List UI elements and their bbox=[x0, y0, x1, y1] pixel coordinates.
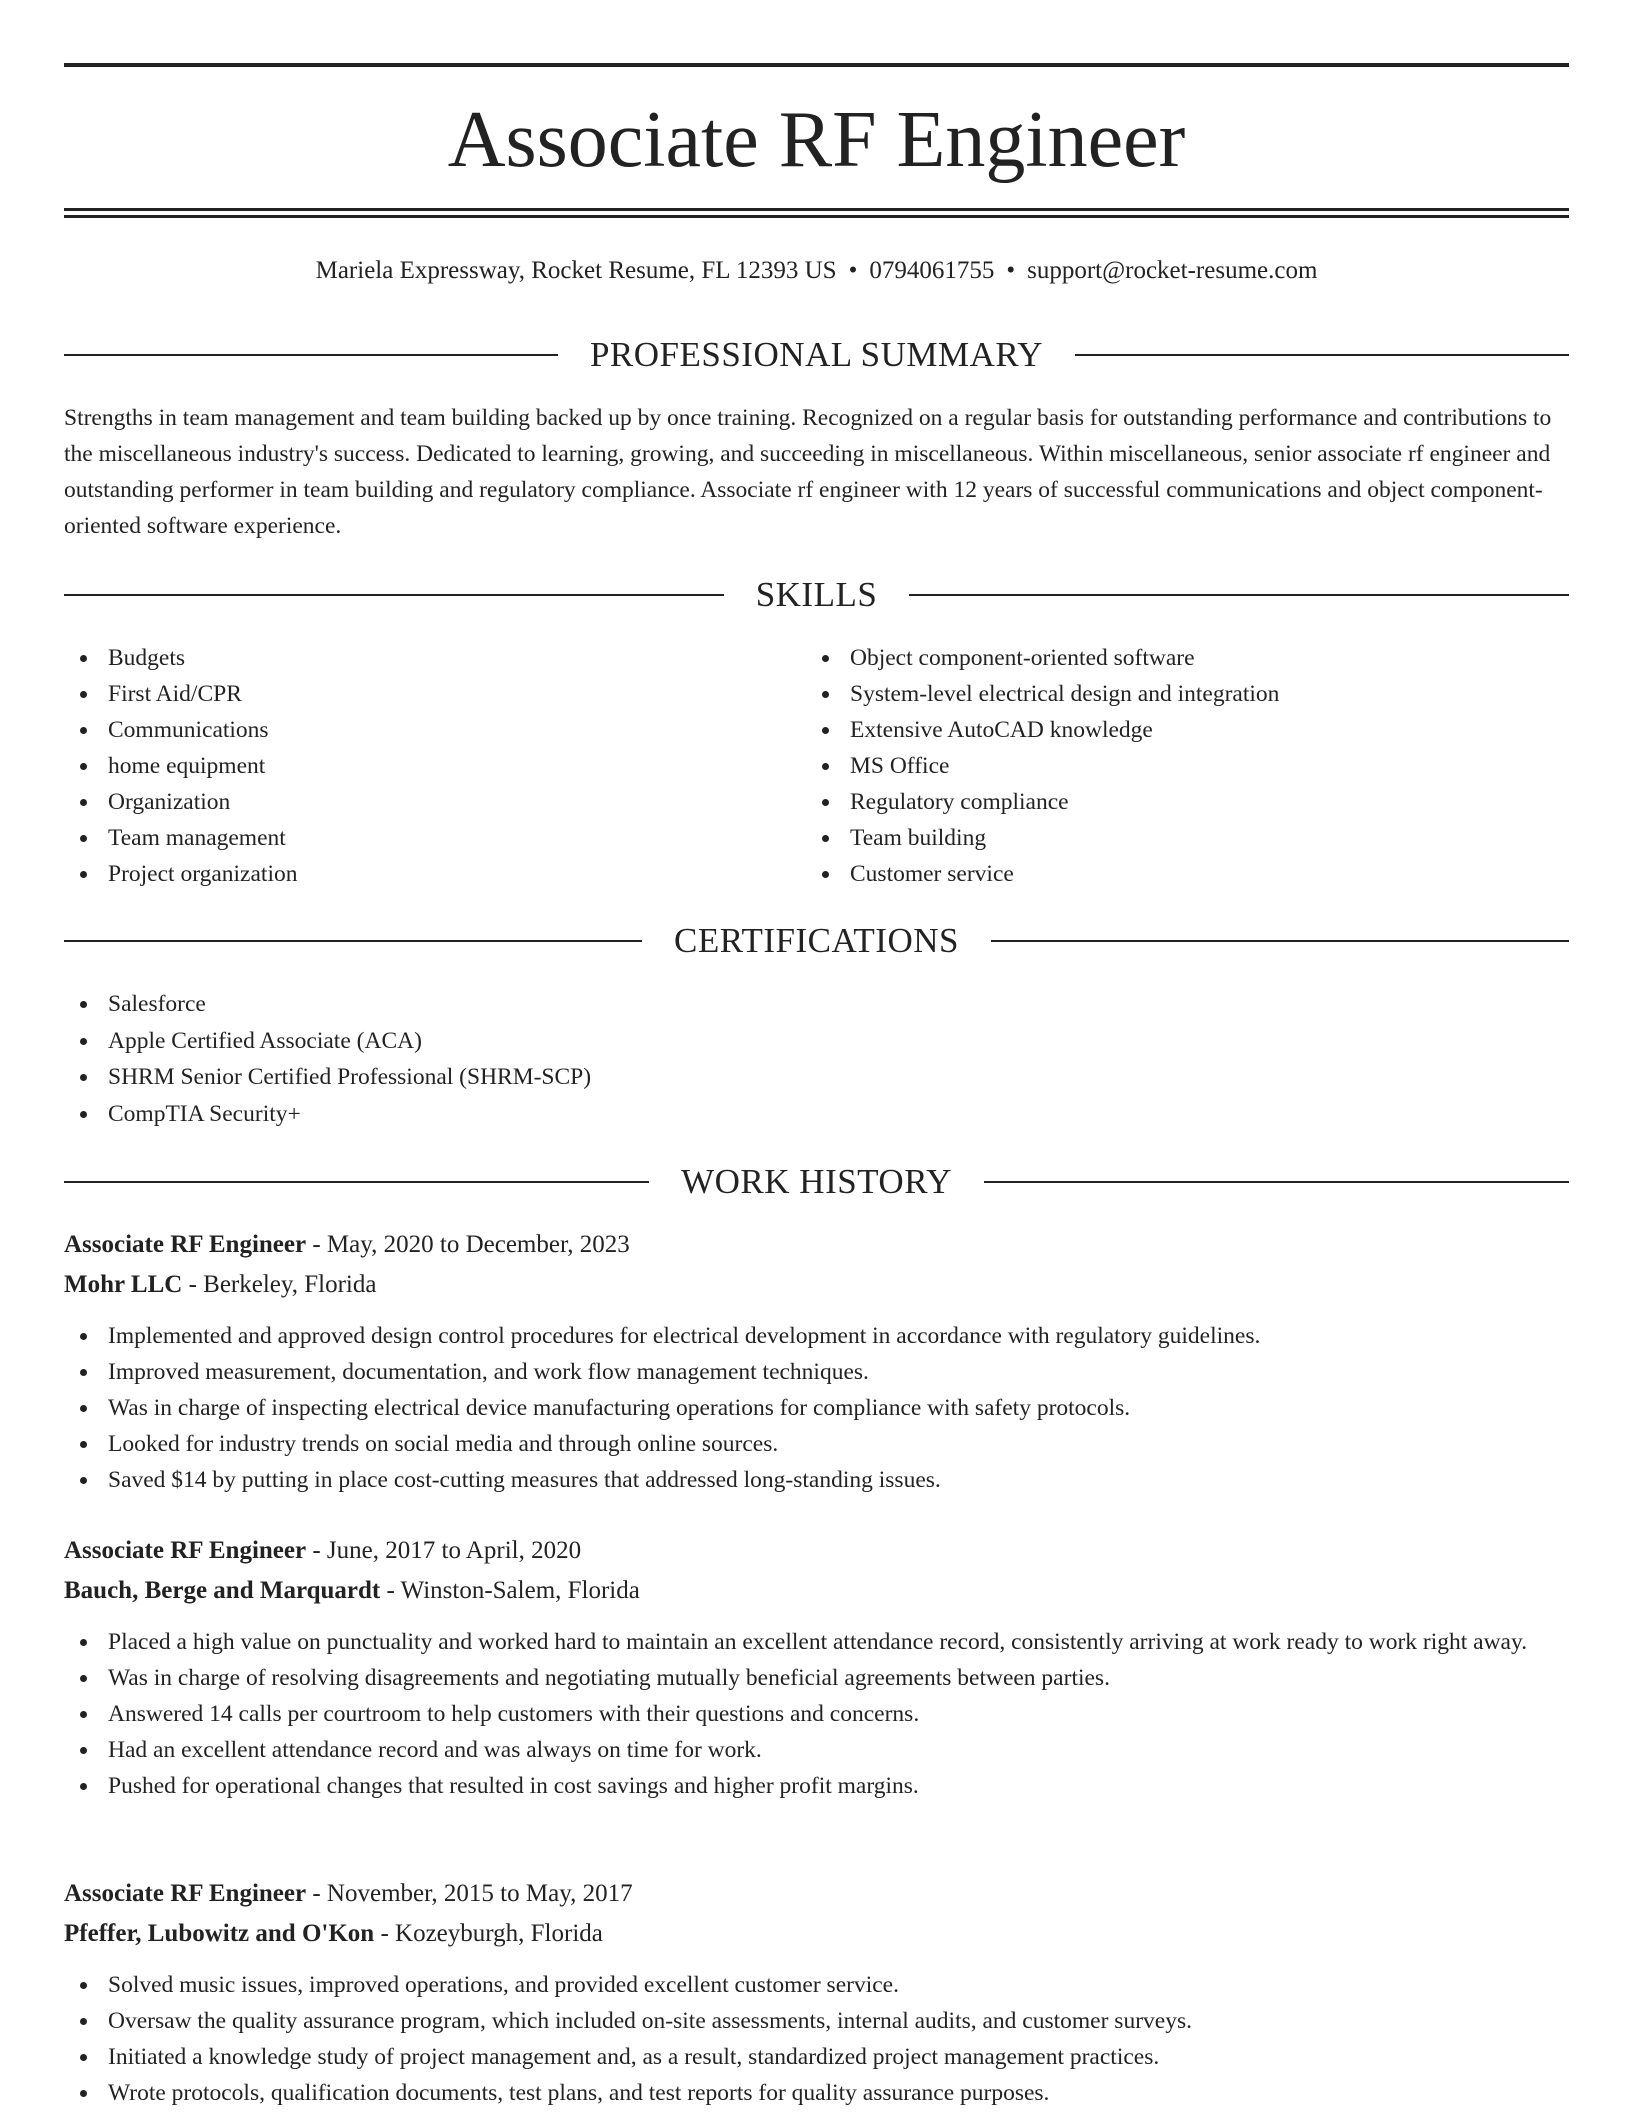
section-rule-right bbox=[984, 1181, 1569, 1183]
contact-separator: • bbox=[848, 257, 858, 284]
job-title-line bbox=[64, 1531, 1569, 1571]
job-entry bbox=[64, 1531, 1569, 1804]
skill-item: Project organization bbox=[64, 856, 804, 892]
certification-item: Apple Certified Associate (ACA) bbox=[64, 1023, 1569, 1060]
section-title-work-history: WORK HISTORY bbox=[681, 1162, 952, 1201]
job-company-line bbox=[64, 1914, 1569, 1954]
contact-address: Mariela Expressway, Rocket Resume, FL 12393 US bbox=[315, 257, 837, 284]
job-bullet: Answered 14 calls per courtroom to help customers with their questions and concerns. bbox=[64, 1696, 1569, 1732]
contact-line bbox=[64, 254, 1569, 288]
resume-title: Associate RF Engineer bbox=[447, 96, 1186, 184]
skill-item: Object component-oriented software bbox=[806, 640, 1566, 676]
skill-item: Organization bbox=[64, 784, 804, 820]
job-company-line bbox=[64, 1265, 1569, 1305]
certification-item: Salesforce bbox=[64, 986, 1569, 1023]
job-dates: - June, 2017 to April, 2020 bbox=[306, 1537, 582, 1564]
section-rule-left bbox=[64, 1181, 649, 1183]
skill-item: Communications bbox=[64, 712, 804, 748]
job-bullet: Initiated a knowledge study of project management and, as a result, standardized project management practices. bbox=[64, 2039, 1569, 2075]
skill-item: Customer service bbox=[806, 856, 1566, 892]
job-company: Bauch, Berge and Marquardt bbox=[64, 1577, 381, 1604]
job-bullet: Was in charge of inspecting electrical device manufacturing operations for compliance with safety protocols. bbox=[64, 1390, 1569, 1426]
job-bullet: Implemented and approved design control procedures for electrical development in accordance with regulatory guidelines. bbox=[64, 1318, 1569, 1354]
job-title: Associate RF Engineer bbox=[64, 1231, 307, 1258]
section-header-summary bbox=[64, 333, 1569, 377]
job-company: Mohr LLC bbox=[64, 1271, 183, 1298]
section-header-work-history bbox=[64, 1160, 1569, 1204]
job-bullet: Had an excellent attendance record and was always on time for work. bbox=[64, 1732, 1569, 1768]
job-company: Pfeffer, Lubowitz and O'Kon bbox=[64, 1920, 375, 1947]
job-bullets bbox=[64, 1624, 1569, 1804]
job-location: - Kozeyburgh, Florida bbox=[374, 1920, 603, 1947]
job-dates: - November, 2015 to May, 2017 bbox=[306, 1880, 633, 1907]
job-bullet: Placed a high value on punctuality and worked hard to maintain an excellent attendance record, consistently arriving at work ready to work right away. bbox=[64, 1624, 1569, 1660]
section-rule-left bbox=[64, 940, 642, 942]
contact-separator: • bbox=[1006, 257, 1016, 284]
job-bullet: Solved music issues, improved operations, and provided excellent customer service. bbox=[64, 1967, 1569, 2003]
section-rule-left bbox=[64, 594, 724, 596]
title-double-rule-upper bbox=[64, 208, 1569, 211]
job-entry bbox=[64, 1874, 1569, 2111]
skill-item: Budgets bbox=[64, 640, 804, 676]
skill-item: System-level electrical design and integration bbox=[806, 676, 1566, 712]
job-bullet: Saved $14 by putting in place cost-cutting measures that addressed long-standing issues. bbox=[64, 1462, 1569, 1498]
summary-text: Strengths in team management and team building backed up by once training. Recognized on a regular basis for outstanding performance and contributions to the miscellaneous industry's success. Dedicated to learning, growing, and succeeding in miscellaneous. Within miscellaneous, senior associate rf engineer and outstanding performer in team building and regulatory compliance. Associate rf engineer with 12 years of successful communications and object component-oriented software experience. bbox=[64, 405, 1552, 539]
section-title-certifications: CERTIFICATIONS bbox=[674, 921, 959, 960]
skill-item: home equipment bbox=[64, 748, 804, 784]
job-bullets bbox=[64, 1318, 1569, 1498]
job-bullet: Looked for industry trends on social media and through online sources. bbox=[64, 1426, 1569, 1462]
certification-item: CompTIA Security+ bbox=[64, 1096, 1569, 1133]
section-header-skills bbox=[64, 573, 1569, 617]
job-title: Associate RF Engineer bbox=[64, 1537, 307, 1564]
job-title-line bbox=[64, 1874, 1569, 1914]
section-rule-right bbox=[909, 594, 1569, 596]
section-rule-right bbox=[991, 940, 1569, 942]
section-title-skills: SKILLS bbox=[755, 575, 878, 614]
skills-list-right bbox=[806, 640, 1566, 892]
job-entry bbox=[64, 1225, 1569, 1498]
job-bullet: Wrote protocols, qualification documents, test plans, and test reports for quality assurance purposes. bbox=[64, 2075, 1569, 2111]
job-location: - Berkeley, Florida bbox=[182, 1271, 377, 1298]
job-dates: - May, 2020 to December, 2023 bbox=[306, 1231, 630, 1258]
job-bullet: Pushed for operational changes that resulted in cost savings and higher profit margins. bbox=[64, 1768, 1569, 1804]
skill-item: Team management bbox=[64, 820, 804, 856]
section-header-certifications bbox=[64, 919, 1569, 963]
top-rule bbox=[64, 63, 1569, 67]
job-title-line bbox=[64, 1225, 1569, 1265]
job-bullet: Improved measurement, documentation, and work flow management techniques. bbox=[64, 1354, 1569, 1390]
skills-list-left bbox=[64, 640, 804, 892]
contact-phone: 0794061755 bbox=[869, 257, 995, 284]
job-bullet: Oversaw the quality assurance program, which included on-site assessments, internal audits, and customer surveys. bbox=[64, 2003, 1569, 2039]
skill-item: Extensive AutoCAD knowledge bbox=[806, 712, 1566, 748]
certifications-list bbox=[64, 986, 1569, 1132]
section-title-summary: PROFESSIONAL SUMMARY bbox=[589, 335, 1044, 374]
skill-item: MS Office bbox=[806, 748, 1566, 784]
skill-item: Regulatory compliance bbox=[806, 784, 1566, 820]
skill-item: Team building bbox=[806, 820, 1566, 856]
contact-email: support@rocket-resume.com bbox=[1027, 257, 1318, 284]
section-rule-left bbox=[64, 354, 558, 356]
title-double-rule-lower bbox=[64, 215, 1569, 218]
job-company-line bbox=[64, 1571, 1569, 1611]
skill-item: First Aid/CPR bbox=[64, 676, 804, 712]
certification-item: SHRM Senior Certified Professional (SHRM-SCP) bbox=[64, 1059, 1569, 1096]
job-bullets bbox=[64, 1967, 1569, 2111]
job-title: Associate RF Engineer bbox=[64, 1880, 307, 1907]
job-location: - Winston-Salem, Florida bbox=[380, 1577, 640, 1604]
section-rule-right bbox=[1075, 354, 1569, 356]
job-bullet: Was in charge of resolving disagreements and negotiating mutually beneficial agreements between parties. bbox=[64, 1660, 1569, 1696]
